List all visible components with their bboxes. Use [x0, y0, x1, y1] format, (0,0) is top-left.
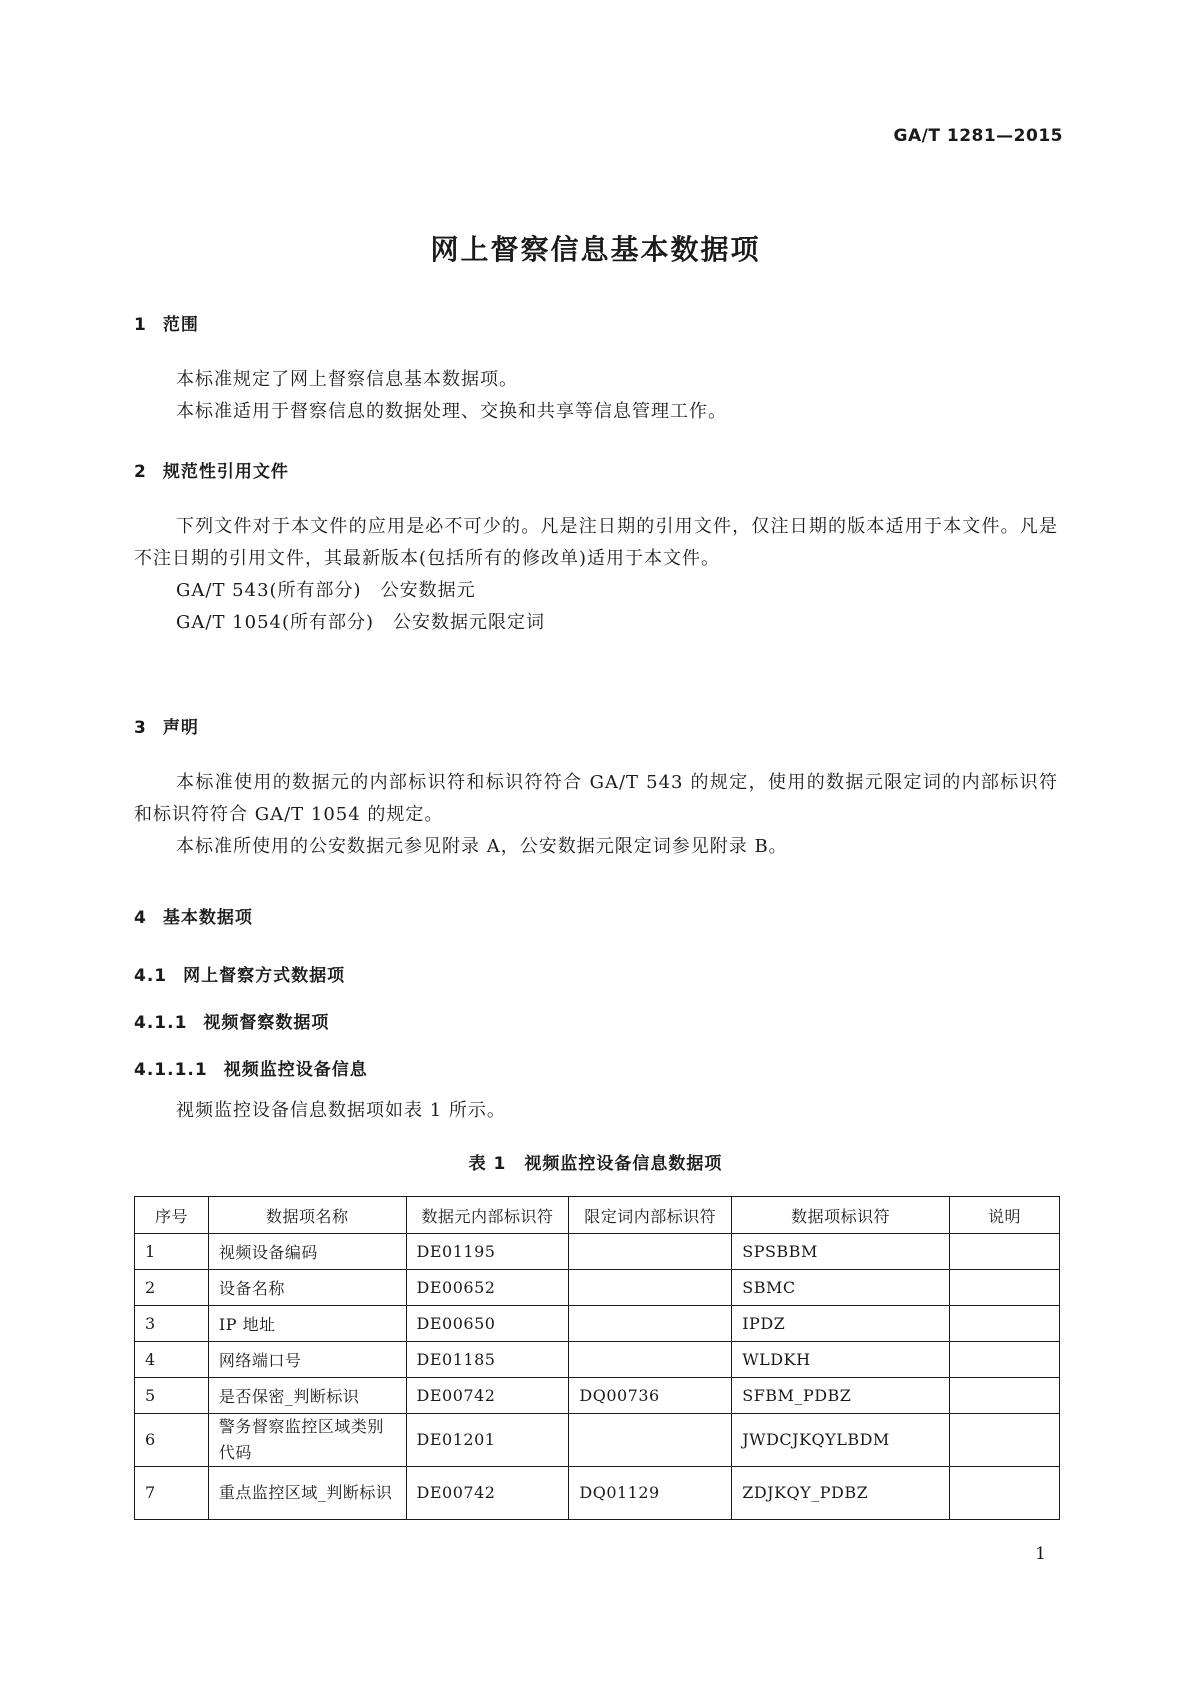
- table-cell: DE00652: [406, 1270, 569, 1306]
- section-number: 4.1: [134, 966, 168, 986]
- table-row: [135, 1467, 1060, 1520]
- column-header: 数据项名称: [208, 1197, 406, 1234]
- table-cell: [950, 1414, 1060, 1467]
- column-header: 数据元内部标识符: [406, 1197, 569, 1234]
- section-4-heading: [134, 903, 253, 928]
- table-cell: SFBM_PDBZ: [732, 1378, 950, 1414]
- section-title: 视频监控设备信息: [223, 1060, 368, 1080]
- section-number: 1: [134, 315, 147, 335]
- table-cell: JWDCJKQYLBDM: [732, 1414, 950, 1467]
- reference-item: GA/T 543(所有部分) 公安数据元: [176, 580, 476, 601]
- paragraph: 视频监控设备信息数据项如表 1 所示。: [176, 1100, 506, 1121]
- paragraph: 本标准所使用的公安数据元参见附录 A，公安数据元限定词参见附录 B。: [176, 836, 788, 857]
- table-cell: 视频设备编码: [208, 1234, 406, 1270]
- table-row: [135, 1270, 1060, 1306]
- column-header: 限定词内部标识符: [569, 1197, 732, 1234]
- table-cell: [569, 1342, 732, 1378]
- section-3-heading: [134, 713, 199, 738]
- table-cell: 1: [135, 1234, 209, 1270]
- table-cell: 2: [135, 1270, 209, 1306]
- section-number: 4.1.1.1: [134, 1060, 208, 1080]
- table-cell: [950, 1378, 1060, 1414]
- table-caption: 表 1 视频监控设备信息数据项: [468, 1154, 723, 1174]
- table-row: [135, 1342, 1060, 1378]
- section-2-heading: [134, 457, 289, 482]
- section-1-body: [134, 364, 1058, 428]
- paragraph: 本标准适用于督察信息的数据处理、交换和共享等信息管理工作。: [176, 401, 727, 422]
- table-cell: [569, 1306, 732, 1342]
- table-cell: IPDZ: [732, 1306, 950, 1342]
- section-3-body: [134, 767, 1058, 863]
- section-title: 网上督察方式数据项: [183, 966, 346, 986]
- table-cell: [950, 1342, 1060, 1378]
- standard-code: GA/T 1281—2015: [893, 126, 1063, 146]
- page-number: 1: [1035, 1544, 1046, 1564]
- table-cell: 重点监控区域_判断标识: [208, 1467, 406, 1520]
- section-number: 4: [134, 908, 147, 928]
- table-cell: DQ01129: [569, 1467, 732, 1520]
- table-cell: [569, 1234, 732, 1270]
- table-cell: 6: [135, 1414, 209, 1467]
- section-4-1-1-1-body: [134, 1095, 1058, 1127]
- table-cell: 5: [135, 1378, 209, 1414]
- table-cell: [569, 1414, 732, 1467]
- table-cell: [950, 1467, 1060, 1520]
- table-cell: WLDKH: [732, 1342, 950, 1378]
- table-row: [135, 1414, 1060, 1467]
- table-cell: 7: [135, 1467, 209, 1520]
- document-title: 网上督察信息基本数据项: [430, 233, 761, 266]
- section-title: 视频督察数据项: [203, 1013, 330, 1033]
- table-cell: SBMC: [732, 1270, 950, 1306]
- table-cell: DE01201: [406, 1414, 569, 1467]
- section-2-body: [134, 511, 1058, 639]
- section-number: 3: [134, 718, 147, 738]
- table-cell: 是否保密_判断标识: [208, 1378, 406, 1414]
- column-header: 序号: [135, 1197, 209, 1234]
- section-number: 4.1.1: [134, 1013, 188, 1033]
- table-cell: DE00742: [406, 1467, 569, 1520]
- section-4-1-heading: [134, 961, 345, 986]
- column-header: 数据项标识符: [732, 1197, 950, 1234]
- section-title: 规范性引用文件: [162, 462, 289, 482]
- paragraph: 本标准规定了网上督察信息基本数据项。: [176, 369, 518, 390]
- table-cell: 警务督察监控区域类别代码: [208, 1414, 406, 1467]
- section-1-heading: [134, 310, 199, 335]
- table-cell: DE00742: [406, 1378, 569, 1414]
- table-cell: 网络端口号: [208, 1342, 406, 1378]
- table-row: [135, 1306, 1060, 1342]
- section-4-1-1-heading: [134, 1008, 329, 1033]
- table-cell: IP 地址: [208, 1306, 406, 1342]
- section-title: 基本数据项: [162, 908, 253, 928]
- table-row: [135, 1378, 1060, 1414]
- section-4-1-1-1-heading: [134, 1055, 368, 1080]
- table-cell: [569, 1270, 732, 1306]
- column-header: 说明: [950, 1197, 1060, 1234]
- table-cell: DE01185: [406, 1342, 569, 1378]
- paragraph: 本标准使用的数据元的内部标识符和标识符符合 GA/T 543 的规定，使用的数据元限定词的内部标识符和标识符符合 GA/T 1054 的规定。: [134, 772, 1058, 825]
- table-cell: [950, 1234, 1060, 1270]
- table-cell: SPSBBM: [732, 1234, 950, 1270]
- table-cell: [950, 1270, 1060, 1306]
- table-cell: 设备名称: [208, 1270, 406, 1306]
- table-cell: DE00650: [406, 1306, 569, 1342]
- data-items-table: [134, 1196, 1060, 1520]
- table-row: [135, 1234, 1060, 1270]
- table-cell: ZDJKQY_PDBZ: [732, 1467, 950, 1520]
- table-cell: DE01195: [406, 1234, 569, 1270]
- table-cell: 3: [135, 1306, 209, 1342]
- section-title: 范围: [162, 315, 199, 335]
- table-cell: 4: [135, 1342, 209, 1378]
- table-cell: DQ00736: [569, 1378, 732, 1414]
- section-number: 2: [134, 462, 147, 482]
- table-cell: [950, 1306, 1060, 1342]
- reference-item: GA/T 1054(所有部分) 公安数据元限定词: [176, 612, 546, 633]
- table-header-row: [135, 1197, 1060, 1234]
- section-title: 声明: [162, 718, 199, 738]
- paragraph: 下列文件对于本文件的应用是必不可少的。凡是注日期的引用文件，仅注日期的版本适用于本文件。凡是不注日期的引用文件，其最新版本(包括所有的修改单)适用于本文件。: [134, 516, 1058, 569]
